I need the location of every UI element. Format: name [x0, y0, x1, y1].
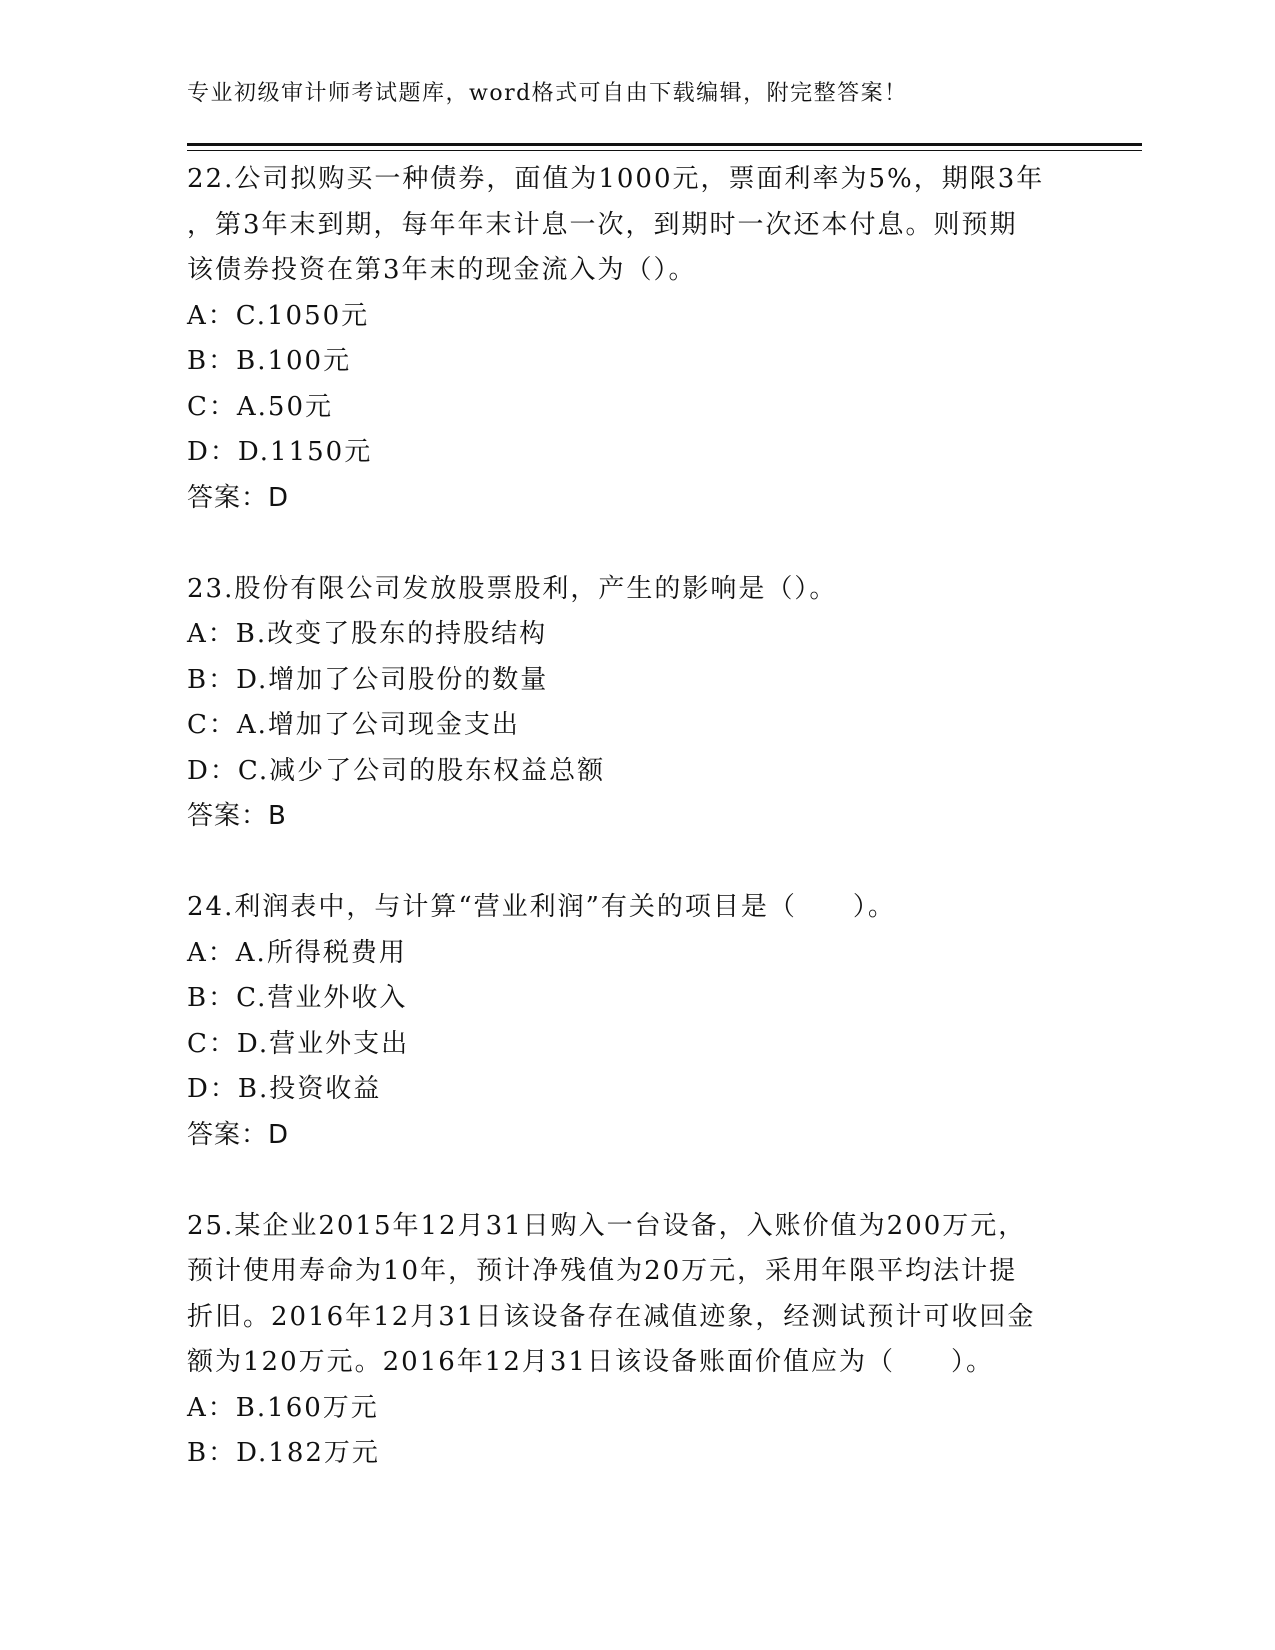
option-a: A：B.160万元: [187, 1392, 379, 1423]
option-b: B：B.100元: [187, 346, 352, 376]
question-stem-line: 23.股份有限公司发放股票股利，产生的影响是（）。: [187, 573, 838, 604]
question-stem-line: 22.公司拟购买一种债券，面值为1000元，票面利率为5%，期限3年: [187, 164, 1045, 194]
question-list: [187, 157, 1087, 1477]
answer-line: 答案：B: [187, 801, 287, 831]
question-23: [187, 567, 1087, 840]
question-24: [187, 885, 1087, 1158]
answer-line: 答案：D: [187, 1119, 290, 1150]
question-22: [187, 157, 1087, 521]
page-header: 专业初级审计师考试题库，word格式可自由下载编辑，附完整答案！: [187, 81, 908, 106]
option-a: A：C.1050元: [187, 300, 370, 331]
header-divider-thin: [187, 150, 1142, 151]
question-stem-line: 24.利润表中，与计算“营业利润”有关的项目是（ ）。: [187, 892, 896, 922]
option-b: B：D.182万元: [187, 1438, 380, 1468]
question-spacer: [187, 521, 1087, 567]
option-b: B：D.增加了公司股份的数量: [187, 664, 549, 695]
option-c: C：A.50元: [187, 391, 334, 422]
question-stem-line: 25.某企业2015年12月31日购入一台设备，入账价值为200万元，: [187, 1210, 1027, 1241]
question-spacer: [187, 1158, 1087, 1204]
option-b: B：C.营业外收入: [187, 983, 408, 1013]
question-stem-line: 预计使用寿命为10年，预计净残值为20万元，采用年限平均法计提: [187, 1256, 1018, 1286]
option-d: D：B.投资收益: [187, 1074, 382, 1104]
question-25: [187, 1204, 1087, 1477]
question-stem-line: 折旧。2016年12月31日该设备存在减值迹象，经测试预计可收回金: [187, 1301, 1036, 1332]
answer-line: 答案：D: [187, 482, 290, 513]
option-a: A：A.所得税费用: [187, 937, 407, 968]
question-spacer: [187, 840, 1087, 886]
option-a: A：B.改变了股东的持股结构: [187, 619, 548, 649]
option-d: D：D.1150元: [187, 437, 373, 467]
question-stem-line: 该债券投资在第3年末的现金流入为（）。: [187, 255, 697, 285]
question-stem-line: 额为120万元。2016年12月31日该设备账面价值应为（ ）。: [187, 1347, 994, 1377]
header-divider-thick: [187, 143, 1142, 146]
option-c: C：A.增加了公司现金支出: [187, 710, 520, 740]
option-c: C：D.营业外支出: [187, 1028, 410, 1059]
question-stem-line: ，第3年末到期，每年年末计息一次，到期时一次还本付息。则预期: [187, 209, 1018, 240]
option-d: D：C.减少了公司的股东权益总额: [187, 755, 606, 786]
